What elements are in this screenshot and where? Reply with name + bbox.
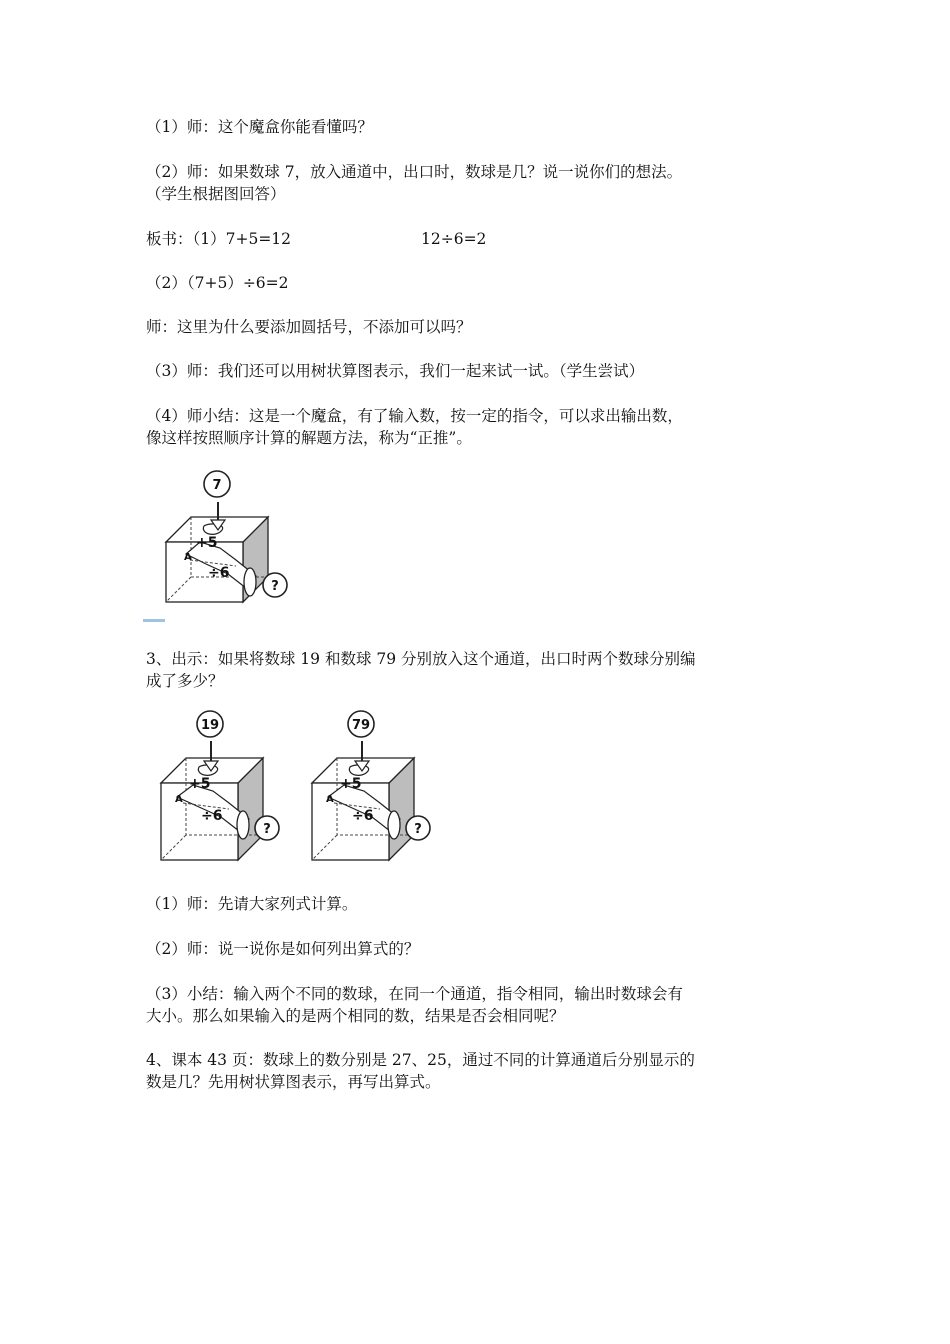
fig1-op-plus: +5: [196, 535, 218, 551]
line-6: （3）师：我们还可以用树状算图表示，我们一起来试一试。（学生尝试）: [146, 362, 645, 380]
line-3b: 12÷6=2: [421, 230, 487, 248]
line-7b: 像这样按照顺序计算的解题方法，称为“正推”。: [146, 429, 472, 447]
line-3a: 板书：（1）7+5=12: [146, 230, 292, 248]
line-8a: 3、出示：如果将数球 19 和数球 79 分别放入这个通道，出口时两个数球分别编: [146, 650, 696, 668]
magic-box-figure-1: [160, 464, 295, 614]
fig1-mark: A: [184, 552, 192, 563]
fig3-input-ball: 79: [351, 718, 371, 733]
line-2b: （学生根据图回答）: [146, 185, 286, 203]
fig2-op-divide: ÷6: [201, 808, 223, 824]
line-4: （2）（7+5）÷6=2: [146, 274, 289, 292]
line-2a: （2）师：如果数球 7，放入通道中，出口时，数球是几？说一说你们的想法。: [146, 163, 683, 181]
fig1-output-ball: ?: [271, 579, 279, 594]
fig2-output-ball: ?: [263, 822, 271, 837]
line-8b: 成了多少？: [146, 672, 224, 690]
magic-box-figure-2: [155, 705, 290, 863]
line-11b: 大小。那么如果输入的是两个相同的数，结果是否会相同呢？: [146, 1007, 565, 1025]
line-12b: 数是几？先用树状算图表示，再写出算式。: [146, 1073, 441, 1091]
line-10: （2）师：说一说你是如何列出算式的？: [146, 940, 420, 958]
line-9: （1）师：先请大家列式计算。: [146, 895, 358, 913]
fig3-op-plus: +5: [340, 776, 362, 792]
line-7a: （4）师小结：这是一个魔盒，有了输入数，按一定的指令，可以求出输出数，: [146, 407, 683, 425]
selection-mark: [143, 619, 165, 622]
line-12a: 4、课本 43 页：数球上的数分别是 27、25，通过不同的计算通道后分别显示的: [146, 1051, 695, 1069]
fig2-op-plus: +5: [189, 776, 211, 792]
fig3-output-ball: ?: [414, 822, 422, 837]
fig2-input-ball: 19: [200, 718, 220, 733]
fig1-input-ball: 7: [212, 478, 222, 493]
line-1: （1）师：这个魔盒你能看懂吗？: [146, 118, 373, 136]
fig1-op-divide: ÷6: [208, 565, 230, 581]
fig2-mark: A: [175, 794, 183, 805]
fig3-op-divide: ÷6: [352, 808, 374, 824]
line-11a: （3）小结：输入两个不同的数球，在同一个通道，指令相同，输出时数球会有: [146, 985, 683, 1003]
magic-box-figure-3: [306, 705, 441, 863]
fig3-mark: A: [326, 794, 334, 805]
line-5: 师：这里为什么要添加圆括号，不添加可以吗？: [146, 318, 472, 336]
